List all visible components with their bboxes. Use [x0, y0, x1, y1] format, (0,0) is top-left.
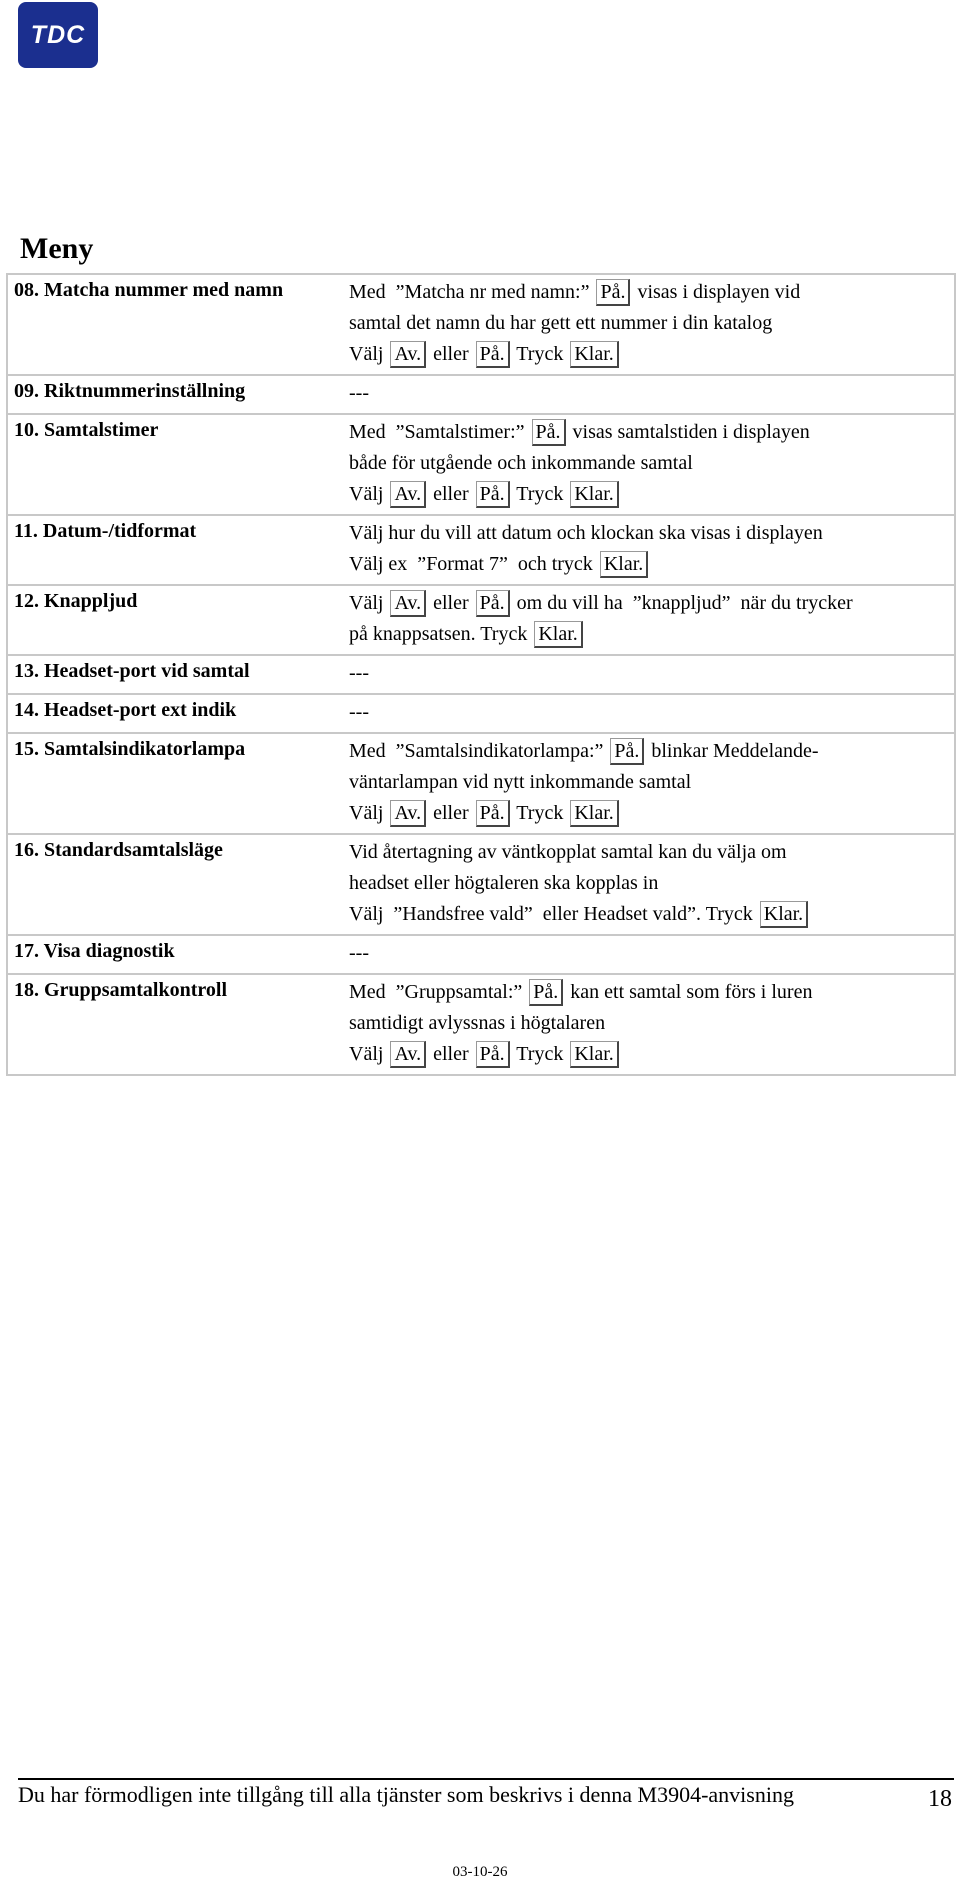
menu-item-title: 13. Headset-port vid samtal: [14, 660, 250, 682]
document-date: 03-10-26: [452, 1864, 508, 1880]
description-line: [349, 308, 946, 339]
softkey-label: Klar.: [570, 481, 618, 508]
softkey-label: På.: [596, 279, 630, 306]
description-text: ---: [349, 701, 369, 723]
menu-item-description: [341, 375, 955, 414]
description-text: Med ”Matcha nr med namn:”: [349, 281, 595, 303]
description-text: kan ett samtal som förs i luren: [565, 981, 813, 1003]
description-text: Välj ”Handsfree vald” eller Headset vald”. Tryck: [349, 903, 758, 925]
description-text: eller: [428, 1043, 474, 1065]
description-line: [349, 448, 946, 479]
description-line: [349, 899, 946, 930]
description-text: Välj: [349, 483, 389, 505]
menu-item-title: 08. Matcha nummer med namn: [14, 279, 284, 301]
menu-item-description: [341, 585, 955, 655]
menu-row: [7, 935, 955, 974]
menu-row: [7, 515, 955, 585]
menu-row: [7, 375, 955, 414]
tdc-logo: TDC: [18, 2, 98, 68]
menu-item-title: 12. Knappljud: [14, 590, 138, 612]
menu-row: [7, 414, 955, 515]
description-line: [349, 518, 946, 549]
softkey-label: Av.: [390, 341, 426, 368]
menu-item-title: 10. Samtalstimer: [14, 419, 159, 441]
description-line: [349, 378, 946, 409]
softkey-label: På.: [476, 590, 510, 617]
menu-row: [7, 585, 955, 655]
menu-item-description: [341, 515, 955, 585]
softkey-label: Klar.: [570, 341, 618, 368]
softkey-label: Av.: [390, 481, 426, 508]
description-text: Med ”Samtalsindikatorlampa:”: [349, 740, 609, 762]
menu-item-description: [341, 414, 955, 515]
footer-divider: [18, 1778, 954, 1780]
description-text: väntarlampan vid nytt inkommande samtal: [349, 771, 692, 793]
menu-item-title: 17. Visa diagnostik: [14, 940, 175, 962]
menu-item-description: [341, 274, 955, 375]
softkey-label: Av.: [390, 1041, 426, 1068]
description-line: [349, 417, 946, 448]
softkey-label: På.: [529, 979, 563, 1006]
description-text: Vid återtagning av väntkopplat samtal kan du välja om: [349, 841, 787, 863]
description-line: [349, 619, 946, 650]
description-text: Välj: [349, 1043, 389, 1065]
description-line: [349, 977, 946, 1008]
description-text: ---: [349, 942, 369, 964]
description-text: Tryck: [511, 1043, 569, 1065]
softkey-label: På.: [610, 738, 644, 765]
description-text: blinkar Meddelande-: [646, 740, 819, 762]
description-text: på knappsatsen. Tryck: [349, 623, 533, 645]
menu-item-description: [341, 655, 955, 694]
softkey-label: Av.: [390, 800, 426, 827]
description-text: Tryck: [511, 802, 569, 824]
description-line: [349, 767, 946, 798]
menu-item-title: 18. Gruppsamtalkontroll: [14, 979, 227, 1001]
description-text: visas samtalstiden i displayen: [567, 421, 810, 443]
description-text: ---: [349, 662, 369, 684]
description-text: Välj ex ”Format 7” och tryck: [349, 553, 598, 575]
description-text: headset eller högtaleren ska kopplas in: [349, 872, 659, 894]
description-text: om du vill ha ”knappljud” när du trycker: [511, 592, 853, 614]
description-line: [349, 868, 946, 899]
description-text: Med ”Samtalstimer:”: [349, 421, 530, 443]
menu-row: [7, 694, 955, 733]
menu-row: [7, 655, 955, 694]
description-text: Välj: [349, 592, 389, 614]
description-text: Välj: [349, 802, 389, 824]
description-text: både för utgående och inkommande samtal: [349, 452, 693, 474]
description-text: Med ”Gruppsamtal:”: [349, 981, 528, 1003]
description-text: samtal det namn du har gett ett nummer i din katalog: [349, 312, 773, 334]
softkey-label: Klar.: [570, 1041, 618, 1068]
menu-row: [7, 834, 955, 935]
description-line: [349, 837, 946, 868]
footer-note: Du har förmodligen inte tillgång till alla tjänster som beskrivs i denna M3904-anvisning: [18, 1782, 794, 1807]
description-line: [349, 479, 946, 510]
page-heading: Meny: [20, 232, 94, 265]
menu-item-description: [341, 935, 955, 974]
description-text: eller: [428, 343, 474, 365]
menu-item-title: 16. Standardsamtalsläge: [14, 839, 223, 861]
softkey-label: Klar.: [760, 901, 808, 928]
menu-row: [7, 274, 955, 375]
description-line: [349, 339, 946, 370]
description-text: samtidigt avlyssnas i högtalaren: [349, 1012, 606, 1034]
softkey-label: På.: [476, 1041, 510, 1068]
description-line: [349, 1008, 946, 1039]
menu-item-description: [341, 694, 955, 733]
menu-item-description: [341, 733, 955, 834]
softkey-label: Klar.: [534, 621, 582, 648]
description-text: eller: [428, 592, 474, 614]
description-line: [349, 277, 946, 308]
softkey-label: Av.: [390, 590, 426, 617]
description-text: visas i displayen vid: [632, 281, 801, 303]
softkey-label: På.: [476, 800, 510, 827]
description-text: Välj: [349, 343, 389, 365]
softkey-label: På.: [476, 341, 510, 368]
description-line: [349, 697, 946, 728]
description-text: Tryck: [511, 483, 569, 505]
softkey-label: På.: [532, 419, 566, 446]
description-line: [349, 798, 946, 829]
menu-item-description: [341, 834, 955, 935]
softkey-label: Klar.: [600, 551, 648, 578]
description-line: [349, 1039, 946, 1070]
menu-item-title: 09. Riktnummerinställning: [14, 380, 246, 402]
description-line: [349, 549, 946, 580]
menu-item-title: 15. Samtalsindikatorlampa: [14, 738, 246, 760]
description-line: [349, 736, 946, 767]
description-line: [349, 938, 946, 969]
description-line: [349, 658, 946, 689]
page-number: 18: [928, 1786, 952, 1812]
description-text: Välj hur du vill att datum och klockan ska visas i displayen: [349, 522, 823, 544]
softkey-label: Klar.: [570, 800, 618, 827]
softkey-label: På.: [476, 481, 510, 508]
description-text: eller: [428, 483, 474, 505]
menu-item-description: [341, 974, 955, 1075]
menu-item-title: 14. Headset-port ext indik: [14, 699, 237, 721]
description-text: ---: [349, 382, 369, 404]
description-line: [349, 588, 946, 619]
description-text: eller: [428, 802, 474, 824]
description-text: Tryck: [511, 343, 569, 365]
menu-item-title: 11. Datum-/tidformat: [14, 520, 197, 542]
menu-row: [7, 733, 955, 834]
menu-row: [7, 974, 955, 1075]
menu-table: [6, 273, 956, 1076]
